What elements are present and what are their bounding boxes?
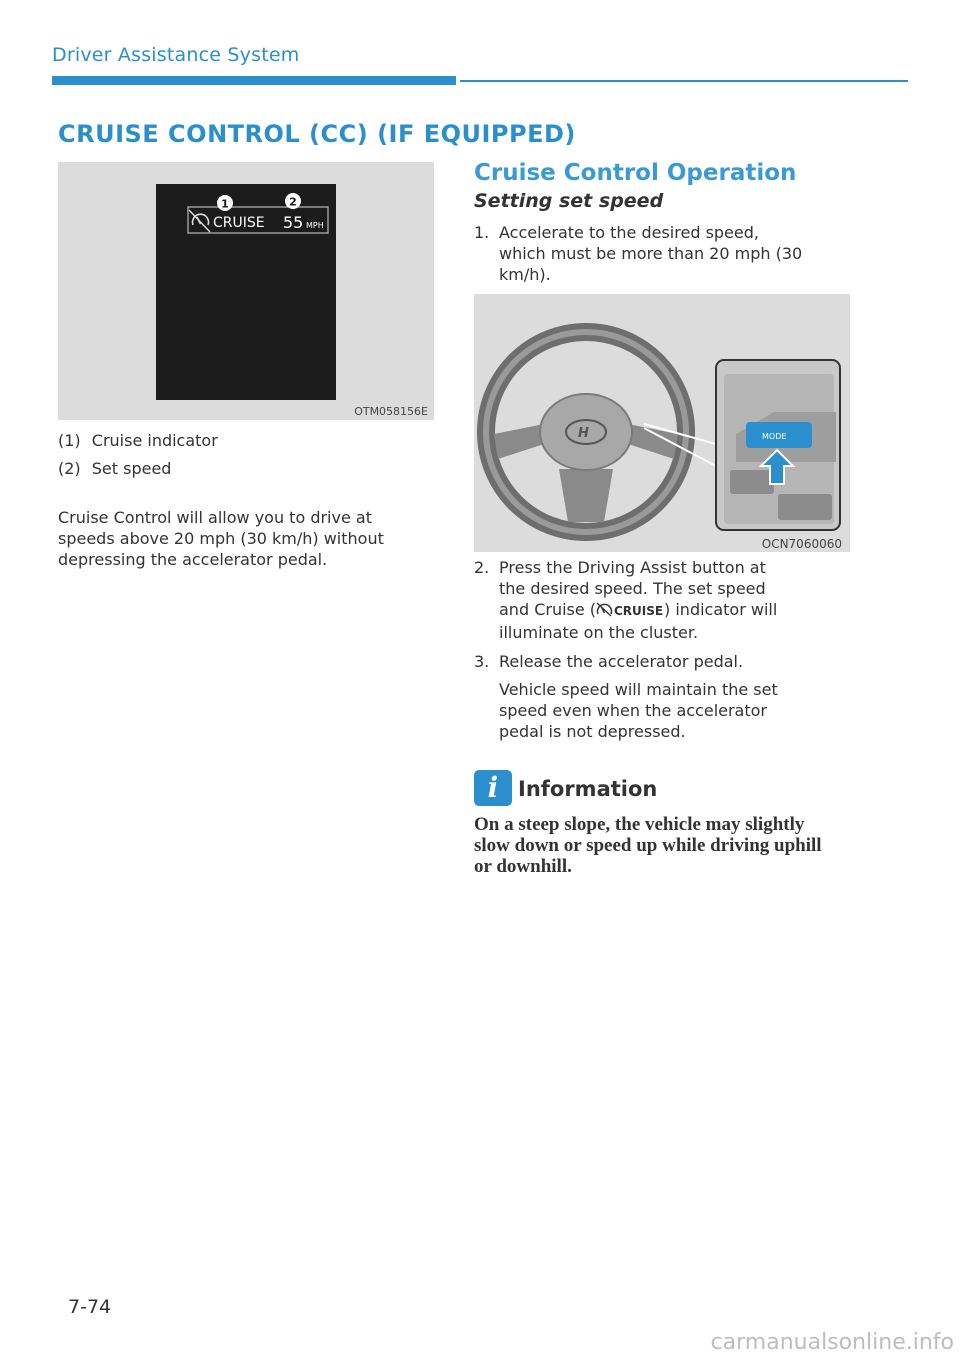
step-line: and Cruise ( CRUISE ) indicator will <box>499 599 777 622</box>
intro-line: speeds above 20 mph (30 km/h) without <box>58 529 384 548</box>
legend-item-1 <box>58 431 218 450</box>
step-line: Accelerate to the desired speed, <box>499 223 759 242</box>
intro-line: Cruise Control will allow you to drive at <box>58 508 372 527</box>
chapter-title: Driver Assistance System <box>52 44 300 66</box>
legend-label: Set speed <box>91 459 172 478</box>
step-line: pedal is not depressed. <box>499 722 686 741</box>
step-line: Press the Driving Assist button at <box>499 558 766 577</box>
mode-label: MODE <box>762 432 787 441</box>
cruise-label: CRUISE <box>213 215 265 231</box>
info-line: On a steep slope, the vehicle may slightly <box>474 814 805 835</box>
step-1 <box>474 222 864 288</box>
intro-paragraph <box>58 507 438 570</box>
info-line: slow down or speed up while driving uphill <box>474 835 822 856</box>
info-body <box>474 814 864 877</box>
step-2 <box>474 557 864 645</box>
step-text <box>499 651 778 742</box>
cluster-display-figure <box>58 162 434 420</box>
section-title: CRUISE CONTROL (CC) (IF EQUIPPED) <box>58 120 576 148</box>
speed-unit: MPH <box>306 221 324 230</box>
step-line: km/h). <box>499 265 551 284</box>
figure2-code: OCN7060060 <box>761 537 842 551</box>
cluster-display-illustration <box>58 162 434 420</box>
callout-1: 1 <box>221 197 229 211</box>
header-bar-thick <box>52 76 456 85</box>
step-text <box>499 557 777 643</box>
info-line: or downhill. <box>474 856 572 877</box>
legend-label: Cruise indicator <box>91 431 218 450</box>
steering-wheel-illustration <box>474 294 850 552</box>
step-line: speed even when the accelerator <box>499 701 767 720</box>
operation-subtitle: Setting set speed <box>474 190 664 212</box>
legend-num: (1) <box>58 431 81 450</box>
svg-text:CRUISE: CRUISE <box>614 604 664 617</box>
callout-2: 2 <box>289 195 297 209</box>
info-icon: i <box>474 770 512 806</box>
svg-text:H: H <box>578 426 589 441</box>
info-title: Information <box>518 777 658 801</box>
step-3 <box>474 651 864 751</box>
speed-value: 55 <box>283 213 304 232</box>
step-text <box>499 222 802 285</box>
operation-title: Cruise Control Operation <box>474 160 797 186</box>
steering-wheel-figure <box>474 294 850 552</box>
step-line: the desired speed. The set speed <box>499 579 766 598</box>
cruise-indicator-icon <box>596 601 664 622</box>
step-line: which must be more than 20 mph (30 <box>499 244 803 263</box>
step-number: 3. <box>474 652 490 671</box>
legend-item-2 <box>58 459 171 478</box>
step-line: Release the accelerator pedal. <box>499 652 744 671</box>
intro-line: depressing the accelerator pedal. <box>58 550 328 569</box>
step-line: Vehicle speed will maintain the set <box>499 680 778 699</box>
page-number: 7-74 <box>68 1296 112 1318</box>
watermark: carmanualsonline.info <box>710 1330 954 1355</box>
figure1-code: OTM058156E <box>354 405 428 418</box>
step-number: 2. <box>474 558 490 577</box>
legend-num: (2) <box>58 459 81 478</box>
step-number: 1. <box>474 223 490 242</box>
step-line: illuminate on the cluster. <box>499 623 699 642</box>
header-bar-thin <box>460 80 908 82</box>
